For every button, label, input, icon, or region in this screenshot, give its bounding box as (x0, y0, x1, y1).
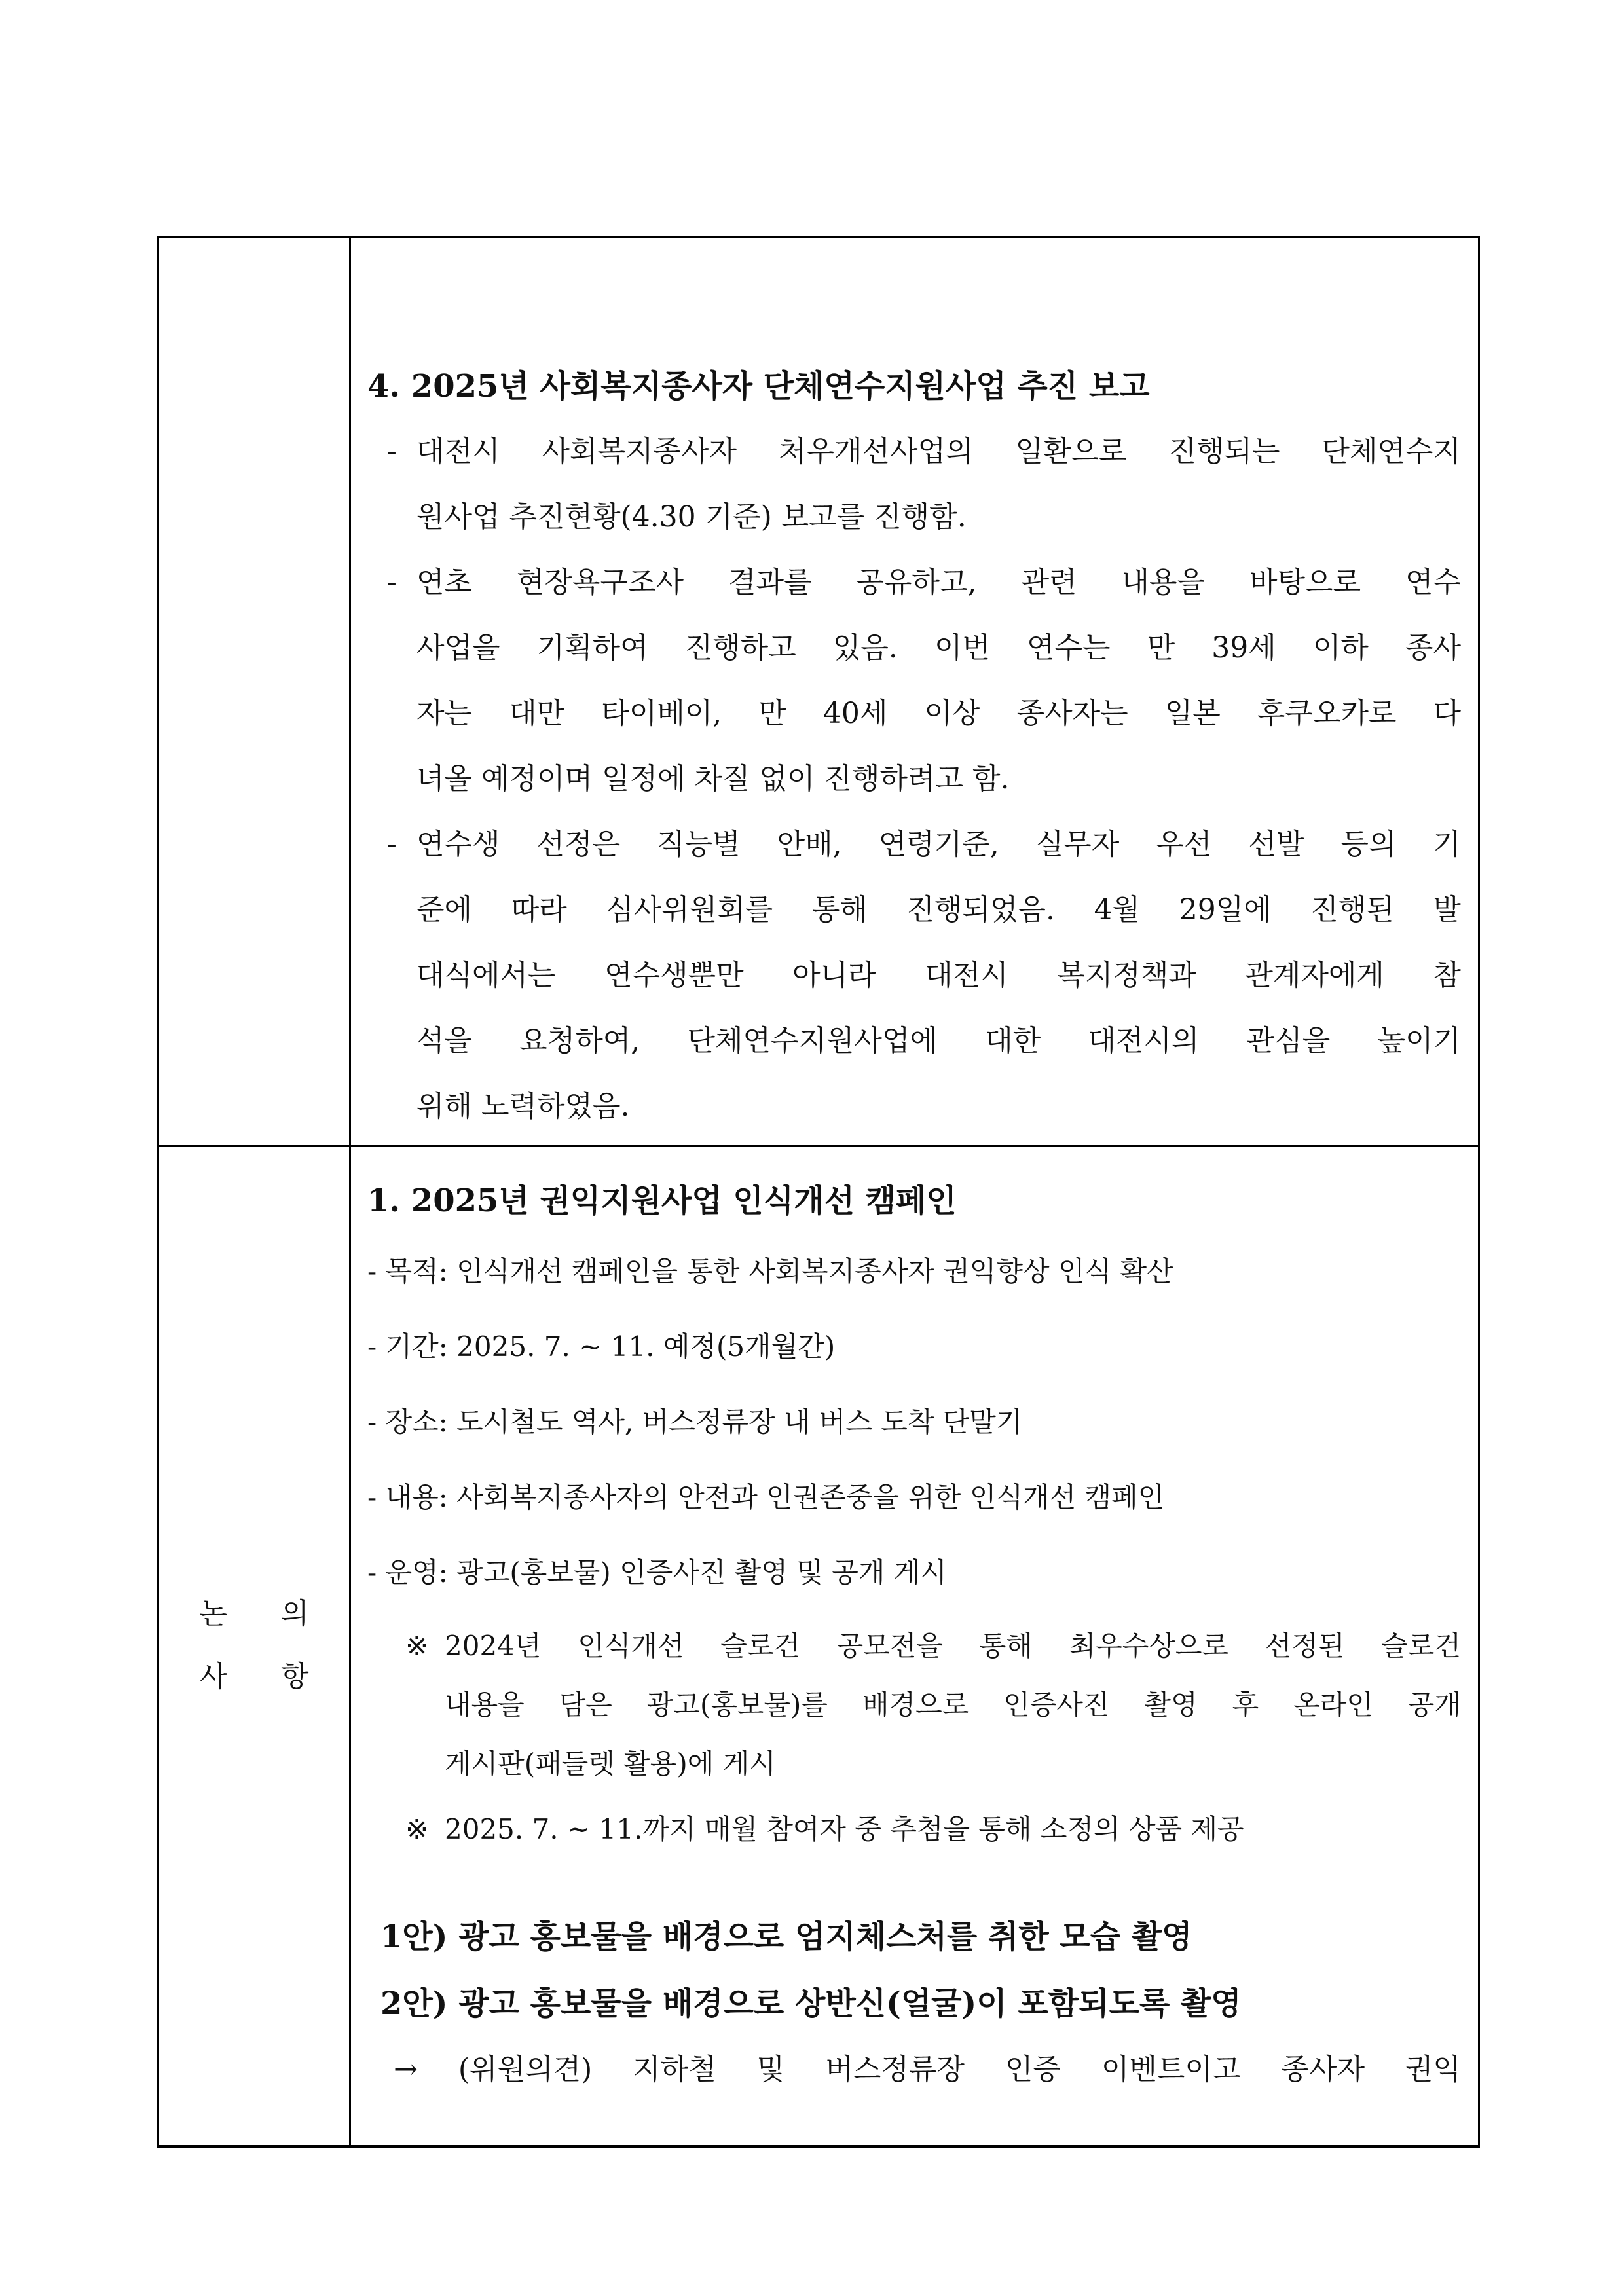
campaign-purpose: - 목적: 인식개선 캠페인을 통한 사회복지종사자 권익향상 인식 확산 (367, 1255, 1173, 1287)
row-label-line2: 사 항 (199, 1659, 331, 1693)
report-line: 사업을 기획하여 진행하고 있음. 이번 연수는 만 39세 이하 종사 (416, 631, 1461, 665)
reference-mark: ※ (405, 1813, 429, 1845)
note-prize (367, 1800, 1461, 1859)
note-slogan (367, 1617, 1461, 1793)
bullet-dash: - (387, 435, 397, 468)
report-item (367, 550, 1461, 812)
bullet-dash: - (387, 828, 397, 861)
minutes-table (157, 236, 1480, 2148)
row-label-line1: 논 의 (199, 1596, 331, 1630)
note-line: 내용을 담은 광고(홍보물)를 배경으로 인증사진 촬영 후 온라인 공개 (445, 1689, 1461, 1721)
reference-mark: ※ (405, 1630, 429, 1662)
report-line: 위해 노력하였음. (416, 1090, 630, 1123)
plan-option-1: 1안) 광고 홍보물을 배경으로 엄지체스처를 취한 모습 촬영 (380, 1919, 1192, 1955)
section-heading: 1. 2025년 권익지원사업 인식개선 캠페인 (367, 1183, 957, 1219)
campaign-operation: - 운영: 광고(홍보물) 인증사진 촬영 및 공개 게시 (367, 1556, 947, 1588)
committee-opinion: → (위원의견) 지하철 및 버스정류장 인증 이벤트이고 종사자 권익 (394, 2053, 1461, 2086)
report-item (367, 812, 1461, 1139)
column-divider (349, 238, 351, 2145)
campaign-content: - 내용: 사회복지종사자의 안전과 인권존중을 위한 인식개선 캠페인 (367, 1481, 1165, 1513)
note-line: 게시판(패들렛 활용)에 게시 (445, 1748, 776, 1780)
report-line: 석을 요청하여, 단체연수지원사업에 대한 대전시의 관심을 높이기 (416, 1024, 1461, 1057)
section-heading: 4. 2025년 사회복지종사자 단체연수지원사업 추진 보고 (367, 368, 1150, 405)
bullet-dash: - (387, 566, 397, 599)
note-line: 2024년 인식개선 슬로건 공모전을 통해 최우수상으로 선정된 슬로건 (445, 1630, 1461, 1662)
report-line: 녀올 예정이며 일정에 차질 없이 진행하려고 함. (416, 762, 1010, 796)
report-line: 원사업 추진현황(4.30 기준) 보고를 진행함. (416, 500, 967, 534)
report-line: 자는 대만 타이베이, 만 40세 이상 종사자는 일본 후쿠오카로 다 (416, 697, 1461, 730)
row-divider (159, 1145, 1478, 1147)
campaign-location: - 장소: 도시철도 역사, 버스정류장 내 버스 도착 단말기 (367, 1406, 1023, 1438)
note-line: 2025. 7. ~ 11.까지 매월 참여자 중 추첨을 통해 소정의 상품 제공 (445, 1813, 1244, 1845)
discussion-section (367, 1168, 1461, 2102)
row-label-discussion (159, 1145, 349, 2145)
report-line: 준에 따라 심사위원회를 통해 진행되었음. 4월 29일에 진행된 발 (416, 893, 1461, 927)
plan-option-2: 2안) 광고 홍보물을 배경으로 상반신(얼굴)이 포함되도록 촬영 (380, 1985, 1242, 2022)
report-line: 연초 현장욕구조사 결과를 공유하고, 관련 내용을 바탕으로 연수 (416, 566, 1461, 599)
report-line: 대전시 사회복지종사자 처우개선사업의 일환으로 진행되는 단체연수지 (416, 435, 1461, 468)
campaign-period: - 기간: 2025. 7. ~ 11. 예정(5개월간) (367, 1331, 836, 1363)
report-section (367, 354, 1461, 1139)
report-line: 연수생 선정은 직능별 안배, 연령기준, 실무자 우선 선발 등의 기 (416, 828, 1461, 861)
report-item (367, 419, 1461, 550)
report-line: 대식에서는 연수생뿐만 아니라 대전시 복지정책과 관계자에게 참 (416, 959, 1461, 992)
